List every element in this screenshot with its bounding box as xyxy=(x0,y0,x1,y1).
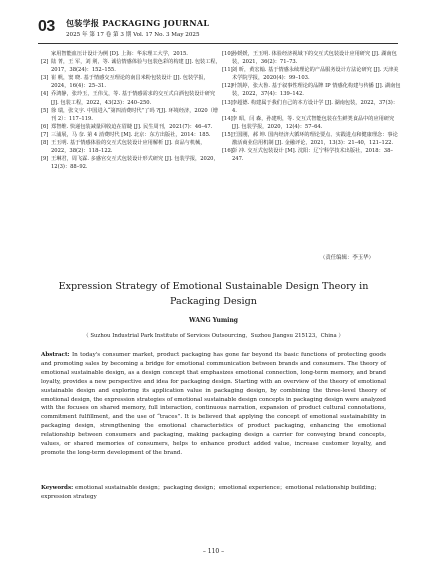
reference-text: 王琳君，周飞霖. 多感官交互式包装设计形式研究 [J]. 包装学报，2020，12(3)：88–92. xyxy=(51,156,219,171)
reference-text: 刘 昕，黄宏翰. 基于情感永续理论的产品服务设计方法论研究 [J]. 天津美术学院学报，2020(4)：99–103. xyxy=(232,67,399,82)
keywords-label: Keywords: xyxy=(41,485,74,491)
reference-item xyxy=(222,82,402,98)
reference-number: [3] xyxy=(41,75,49,82)
reference-text: 李超德. 构建属于我们自己的本方设计学 [J]. 湖南包装，2022，37(3)：4. xyxy=(232,99,399,114)
reference-number: [12] xyxy=(222,83,233,90)
article-title: Expression Strategy of Emotional Sustainable Design Theory in Packaging Design xyxy=(58,281,369,307)
reference-number: [2] xyxy=(41,59,49,66)
reference-number: [14] xyxy=(222,115,233,122)
reference-item xyxy=(222,115,402,131)
reference-number: [10] xyxy=(222,51,233,57)
reference-item xyxy=(41,74,221,90)
references-right-column xyxy=(222,50,402,163)
abstract xyxy=(41,351,386,458)
reference-item xyxy=(41,90,221,106)
reference-number: [5] xyxy=(41,107,49,114)
reference-text: 孙媛媛，王玉明. 体验经济视域下的交互式包装设计应用研究 [J]. 湖南包装，2021，36(2)：71–73. xyxy=(232,51,397,66)
reference-item xyxy=(222,66,402,82)
reference-number: [15] xyxy=(222,131,233,138)
keywords-text: emotional sustainable design；packaging design；emotional experience；emotional relationship building；expression strategy xyxy=(41,485,380,500)
reference-item xyxy=(222,99,402,115)
article-author: WANG Yuming xyxy=(188,317,239,324)
keywords xyxy=(41,484,386,502)
reference-number: [11] xyxy=(222,67,233,74)
reference-item xyxy=(41,107,221,123)
reference-number xyxy=(41,50,51,58)
reference-text: 陆 菁，王 军，刘 荆，等. 诚信情感体验与包装色彩的构建 [J]. 包装工程，2017，38(24)：152–155. xyxy=(51,59,221,74)
reference-item xyxy=(222,50,402,66)
reference-text: 郑智维. 快递包装减量回收迫在眉睫 [J]. 民生周刊，2021(7)：46–47. xyxy=(51,123,213,130)
reference-item xyxy=(222,147,402,163)
reference-item xyxy=(41,155,221,171)
responsible-editor: （责任编辑：李玉华） xyxy=(320,255,374,261)
reference-text: 徐 瑞，张文宇. 中国进入“第四消费时代”了吗 ?[J]. 环境经济，2020（增刊 2）：117–119. xyxy=(51,107,218,122)
reference-number: [13] xyxy=(222,99,233,106)
reference-number: [7] xyxy=(41,131,49,138)
reference-number: [8] xyxy=(41,140,49,147)
reference-text: 王国刚，郝 坤. 国内经济大循环的理论要点、实践进点和健康理念：事论激活商业信用机制 [J]. 金融评论，2021，13(3)：21–40，121–122. xyxy=(232,131,398,147)
journal-header xyxy=(38,16,398,46)
reference-text: 李 昭，闫 森，孙建明，等. 交互式智能包装在生鲜类食品中的应用研究 [J]. 包装学报，2020，12(4)：57–64. xyxy=(232,115,395,130)
journal-name-en: PACKAGING JOURNAL xyxy=(102,18,210,28)
reference-text: 乔鸿静，张玲玉，王伟戈，等. 基于情感需求的交互式白酒包装设计研究 [J]. 包装工程，2022，43(23)：240–250. xyxy=(51,91,216,106)
journal-name xyxy=(66,18,209,29)
reference-item xyxy=(41,123,221,131)
reference-text: 王玉明. 基于情感体验的交互式包装设计应用解析 [J]. 食品与机械，2022，38(2)：118–122. xyxy=(51,140,206,155)
reference-text: 叶凯婷，张大鲁. 基于叙事性理论的品牌 IP 情感化构建与传播 [J]. 湖南包装，2022，37(4)：139–142. xyxy=(232,83,401,98)
reference-number: [4] xyxy=(41,91,49,98)
reference-item xyxy=(222,131,402,147)
journal-name-cn: 包装学报 xyxy=(66,18,100,28)
reference-item xyxy=(41,139,221,155)
references-left-column xyxy=(41,50,221,171)
reference-text: 崔 帆，窦 晓. 基于情感交互理论的南昌米粉包装设计 [J]. 包装学报，2024，16(4)：25–31. xyxy=(51,75,209,90)
reference-number: [9] xyxy=(41,156,49,163)
issue-number: 03 xyxy=(38,18,55,35)
abstract-label: Abstract: xyxy=(41,352,70,358)
reference-item xyxy=(41,58,221,74)
reference-item xyxy=(41,131,221,139)
page-number: – 110 – xyxy=(202,548,225,555)
article-affiliation: （ Suzhou Industrial Park Institute of Services Outsourcing，Suzhou Jiangsu 215123，China ） xyxy=(83,333,344,339)
reference-text: 彭 冲. 交互式包装设计 [M]. 沈阳：辽宁科学技术出版社，2018：38–247. xyxy=(232,148,393,163)
journal-issue-meta: 2025 年 第 17 卷 第 3 期 Vol. 17 No. 3 May 2025 xyxy=(66,32,200,38)
reference-item xyxy=(41,50,221,58)
header-rule xyxy=(38,43,398,44)
reference-number: [16] xyxy=(222,148,233,155)
reference-text: 三浦展，马 奈. 第 4 消费时代 [M]. 北京：东方出版社，2014：185. xyxy=(51,131,211,138)
abstract-text: In today's consumer market, product packaging has gone far beyond its basic functions of protecting goods and promoting sales by becoming a bridge for emotional communication between brands and consumers. The theory of emotional sustainable design, as a design concept that emphasizes emotional connection, long-term memory, and brand loyalty, provides a new perspective and idea for packaging design. Starting with an overview of the theory of emotional sustainable design and exploring its application value in packaging design, by combining the three-level theory of emotional design, the expression strategies of emotional sustainable design concepts in packaging design were analyzed with the focuses on shared memory, full interaction, continuous narration, expansion of product cultural connotations, commitment fulfillment, and the use of “traces”. It is believed that applying the concept of emotional sustainability in packaging design, strengthening the emotional characteristics of product packaging, enhancing the emotional relationship between consumers and packaging, making packaging design a carrier for conveying brand concepts, values, or shared memories of consumers, helps to enhance product added value, increase customer loyalty, and promote the long-term development of the brand. xyxy=(41,352,386,456)
reference-text: 家用智能血压计设计为例 [D]. 上海：华东理工大学，2015. xyxy=(51,51,188,57)
reference-number: [6] xyxy=(41,123,49,130)
